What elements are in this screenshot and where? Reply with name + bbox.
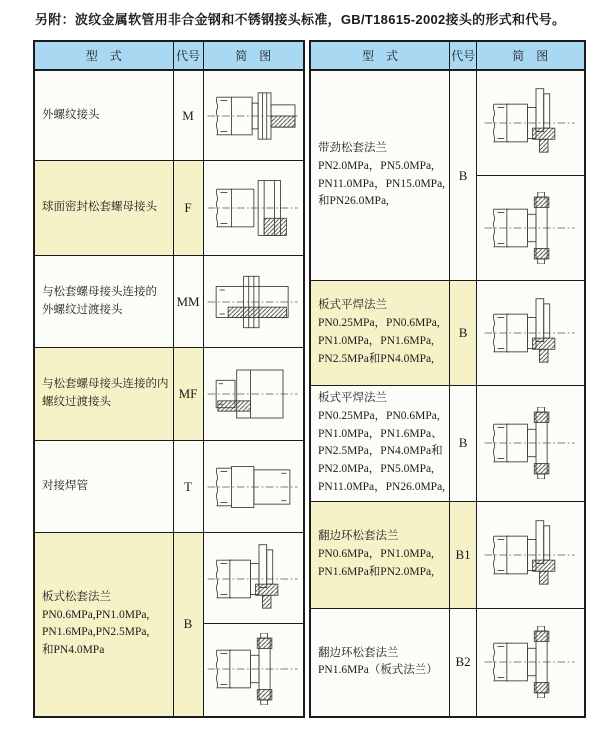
diagram-cell	[203, 347, 304, 441]
diagram-area	[204, 72, 304, 159]
diagram-bottom-half	[477, 176, 584, 280]
type-line: 对接焊管	[42, 479, 88, 492]
header-type-cell: 型 式	[34, 41, 173, 70]
fitting-tables	[33, 40, 586, 718]
flared-ring-flange-ring-diagram	[482, 626, 578, 698]
table-row	[310, 281, 585, 386]
diagram-area	[477, 502, 584, 608]
diagram-area	[204, 349, 304, 440]
loose-plate-flange-ring-diagram	[205, 633, 301, 705]
type-cell	[34, 70, 173, 160]
header-type-cell: 型 式	[310, 41, 450, 70]
type-line: PN1.6MPa,PN2.5MPa,	[42, 626, 150, 639]
table-row	[34, 532, 304, 717]
type-line: PN2.0MPa，PN5.0MPa,	[318, 159, 434, 172]
type-line: 外螺纹过渡接头	[42, 303, 123, 316]
fitting-table-left	[33, 40, 305, 718]
loose-nut-fitting-diagram	[205, 172, 301, 244]
type-line: PN1.0MPa，PN1.6MPa、	[318, 427, 443, 440]
table-row	[34, 347, 304, 441]
diagram-area	[477, 391, 584, 495]
table-row	[34, 256, 304, 347]
diagram-bottom-half	[204, 624, 304, 714]
type-line: 带劲松套法兰	[318, 141, 387, 154]
type-line: 外螺纹接头	[42, 108, 100, 121]
type-line: 和PN4.0MPa	[42, 644, 105, 657]
table-row	[34, 160, 304, 256]
type-cell	[34, 347, 173, 441]
diagram-cell	[477, 281, 585, 386]
code-cell: B	[450, 70, 477, 281]
code-cell: B2	[450, 608, 477, 717]
diagram-area	[204, 257, 304, 346]
type-line: 板式平焊法兰	[318, 299, 387, 312]
type-line: PN2.0MPa，PN5.0MPa,	[318, 463, 434, 476]
diagram-top-half	[204, 534, 304, 624]
male-thread-fitting-diagram	[205, 80, 301, 152]
diagram-cell	[477, 386, 585, 502]
header-row	[310, 41, 585, 70]
code-cell: B	[173, 532, 203, 717]
type-cell	[310, 70, 450, 281]
type-line: PN2.5MPa和PN4.0MPa,	[318, 352, 434, 365]
type-cell	[34, 160, 173, 256]
diagram-cell	[203, 441, 304, 532]
type-line: PN1.6MPa和PN2.0MPa,	[318, 565, 434, 578]
type-cell	[310, 608, 450, 717]
type-cell	[34, 441, 173, 532]
code-cell: B	[450, 281, 477, 386]
type-cell	[310, 386, 450, 502]
header-code-cell: 代号	[450, 41, 477, 70]
flared-ring-flange-up-diagram	[482, 519, 578, 591]
code-cell: B1	[450, 501, 477, 608]
type-line: PN2.5MPa，PN4.0MPa和	[318, 445, 443, 458]
diagram-cell	[203, 70, 304, 160]
diagram-top-half	[477, 71, 584, 176]
table-row	[310, 501, 585, 608]
code-cell: MF	[173, 347, 203, 441]
type-line: PN1.0MPa，PN1.6MPa,	[318, 335, 434, 347]
type-line: PN0.6MPa,PN1.0MPa,	[42, 608, 150, 621]
code-cell: MM	[173, 256, 203, 347]
loose-plate-flange-up-diagram	[205, 543, 301, 615]
female-union-fitting-diagram	[205, 358, 301, 430]
male-nipple-fitting-diagram	[205, 266, 301, 338]
diagram-cell	[477, 70, 585, 281]
type-line: PN11.0MPa，PN15.0MPa,	[318, 177, 446, 190]
type-line: 螺纹过渡接头	[42, 396, 111, 409]
table-row	[310, 70, 585, 281]
neck-loose-flange-ring-diagram	[482, 192, 578, 264]
type-line: PN0.25MPa，PN0.6MPa,	[318, 317, 440, 330]
type-cell	[310, 281, 450, 386]
code-cell: F	[173, 160, 203, 256]
type-line: PN11.0MPa，PN26.0MPa,	[318, 481, 446, 494]
diagram-cell	[203, 256, 304, 347]
type-cell	[310, 501, 450, 608]
table-row	[310, 608, 585, 717]
diagram-cell	[477, 501, 585, 608]
fitting-table-right	[309, 40, 586, 718]
weld-plate-flange-ring-diagram	[482, 407, 578, 479]
type-line: 与松套螺母接头连接的	[42, 285, 157, 298]
diagram-area	[477, 281, 584, 385]
code-cell: T	[173, 441, 203, 532]
type-line: 板式平焊法兰	[318, 392, 387, 404]
header-diagram-cell: 简 图	[203, 41, 304, 70]
weld-plate-flange-up-diagram	[482, 297, 578, 369]
type-line: PN0.25MPa，PN0.6MPa,	[318, 409, 440, 422]
header-code-cell: 代号	[173, 41, 203, 70]
table-row	[34, 70, 304, 160]
diagram-cell	[477, 608, 585, 717]
type-line: 和PN26.0MPa,	[318, 195, 389, 208]
table-row	[310, 386, 585, 502]
diagram-area	[204, 442, 304, 531]
type-cell	[34, 256, 173, 347]
diagram-area	[477, 609, 584, 716]
type-line: PN1.6MPa（板式法兰）	[318, 664, 438, 677]
type-line: 球面密封松套螺母接头	[42, 201, 157, 214]
code-cell: B	[450, 386, 477, 502]
header-row	[34, 41, 304, 70]
diagram-area	[204, 162, 304, 255]
type-line: PN0.6MPa，PN1.0MPa,	[318, 547, 434, 560]
page-title: 另附：波纹金属软管用非合金钢和不锈钢接头标准，GB/T18615-2002接头的形式和代号。	[35, 12, 566, 27]
type-line: 翻边环松套法兰	[318, 530, 399, 543]
diagram-cell	[203, 532, 304, 717]
diagram-cell	[203, 160, 304, 256]
type-cell	[34, 532, 173, 717]
butt-weld-pipe-diagram	[205, 451, 301, 523]
header-diagram-cell: 简 图	[477, 41, 585, 70]
code-cell: M	[173, 70, 203, 160]
type-line: 翻边环松套法兰	[318, 646, 399, 659]
type-line: 与松套螺母接头连接的内	[42, 378, 169, 391]
neck-loose-flange-up-diagram	[482, 87, 578, 159]
type-line: 板式松套法兰	[42, 590, 111, 603]
table-row	[34, 441, 304, 532]
